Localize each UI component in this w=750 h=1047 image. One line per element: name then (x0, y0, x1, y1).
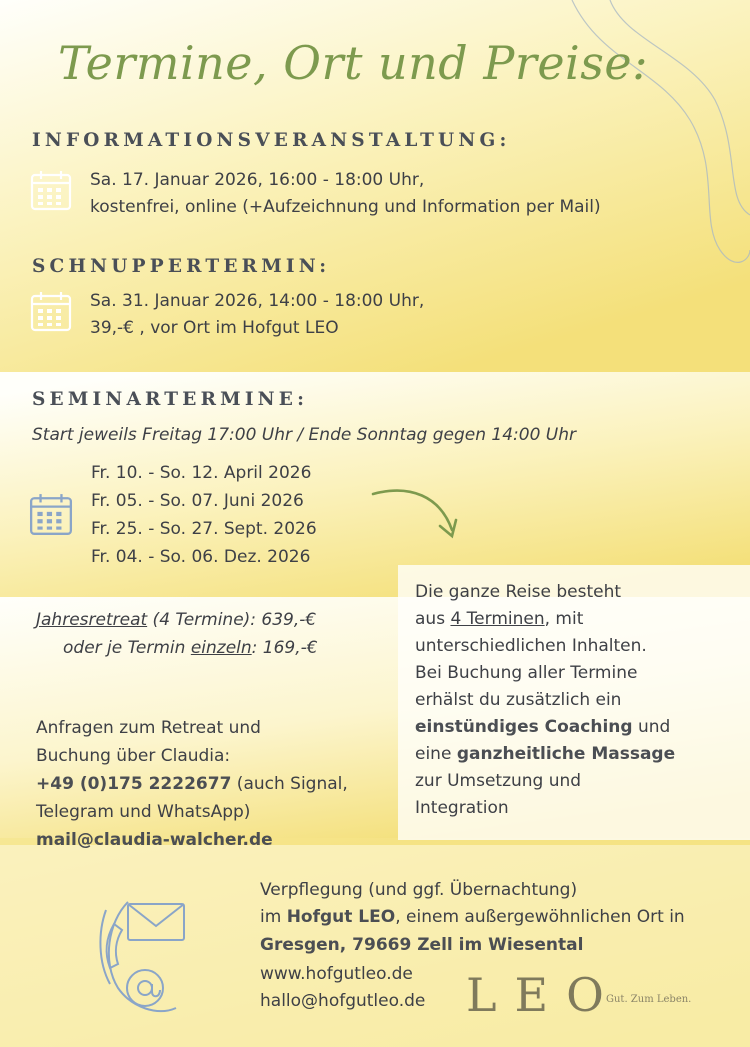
venue-address: Gresgen, 79669 Zell im Wiesental (260, 935, 584, 955)
info-date-line: Sa. 17. Januar 2026, 16:00 - 18:00 Uhr, (90, 170, 425, 190)
venue-website[interactable]: www.hofgutleo.de (260, 964, 413, 984)
journey-line: erhälst du zusätzlich ein (415, 690, 622, 710)
seminar-date: Fr. 10. - So. 12. April 2026 (91, 463, 312, 483)
phone-mail-contact-icon (88, 892, 198, 1026)
journey-line: zur Umsetzung und (415, 771, 582, 791)
single-label: einzeln (190, 638, 252, 658)
venue-email[interactable]: hallo@hofgutleo.de (260, 991, 426, 1011)
page-title: Termine, Ort und Preise: (58, 36, 649, 90)
seminar-heading: SEMINARTERMINE: (32, 389, 309, 410)
curved-arrow-icon (370, 486, 460, 550)
venue-line (260, 904, 685, 931)
venue-name: Hofgut LEO (286, 907, 396, 927)
contact-phone-line (36, 771, 348, 798)
calendar-icon (29, 170, 73, 212)
venue-pre: im (260, 907, 287, 927)
price-single (63, 635, 318, 662)
journey-line (415, 714, 670, 741)
massage-bold: ganzheitliche Massage (456, 744, 676, 764)
seminar-date: Fr. 25. - So. 27. Sept. 2026 (91, 519, 317, 539)
contact-line: Telegram und WhatsApp) (36, 802, 251, 822)
journey-line: unterschiedlichen Inhalten. (415, 636, 647, 656)
schnupper-details-line: 39,-€ , vor Ort im Hofgut LEO (90, 318, 339, 338)
calendar-icon (28, 493, 74, 537)
contact-line: Anfragen zum Retreat und (36, 718, 261, 738)
seminar-date: Fr. 05. - So. 07. Juni 2026 (91, 491, 304, 511)
schnupper-heading: SCHNUPPERTERMIN: (32, 256, 331, 277)
journey-line (415, 606, 583, 633)
info-heading: INFORMATIONSVERANSTALTUNG: (32, 130, 511, 151)
info-details-line: kostenfrei, online (+Aufzeichnung und Information per Mail) (90, 197, 601, 217)
calendar-icon (29, 291, 73, 333)
journey-line (415, 741, 675, 768)
venue-post: , einem außergewöhnlichen Ort in (395, 907, 685, 927)
venue-line: Verpflegung (und ggf. Übernachtung) (260, 880, 578, 900)
journey-pre: aus (415, 609, 451, 629)
leo-tagline: Gut. Zum Leben. (606, 994, 692, 1005)
annual-retreat-label: Jahresretreat (36, 610, 148, 630)
annual-price: (4 Termine): 639,-€ (147, 610, 317, 630)
leo-logo: LEO (466, 968, 622, 1022)
seminar-subtitle: Start jeweils Freitag 17:00 Uhr / Ende Sonntag gegen 14:00 Uhr (32, 425, 577, 445)
contact-email[interactable]: mail@claudia-walcher.de (36, 830, 273, 850)
journey-line: Integration (415, 798, 509, 818)
journey-post: und (632, 717, 671, 737)
phone-note: (auch Signal, (231, 774, 348, 794)
price-annual (36, 607, 316, 634)
contact-line: Buchung über Claudia: (36, 746, 231, 766)
phone-number[interactable]: +49 (0)175 2222677 (36, 774, 232, 794)
coaching-bold: einstündiges Coaching (415, 717, 633, 737)
journey-line: Die ganze Reise besteht (415, 582, 622, 602)
schnupper-date-line: Sa. 31. Januar 2026, 14:00 - 18:00 Uhr, (90, 291, 425, 311)
seminar-date: Fr. 04. - So. 06. Dez. 2026 (91, 547, 311, 567)
single-price: : 169,-€ (251, 638, 318, 658)
journey-post: , mit (544, 609, 584, 629)
journey-line: Bei Buchung aller Termine (415, 663, 638, 683)
single-pre: oder je Termin (63, 638, 191, 658)
journey-terms: 4 Terminen (450, 609, 545, 629)
journey-pre: eine (415, 744, 457, 764)
